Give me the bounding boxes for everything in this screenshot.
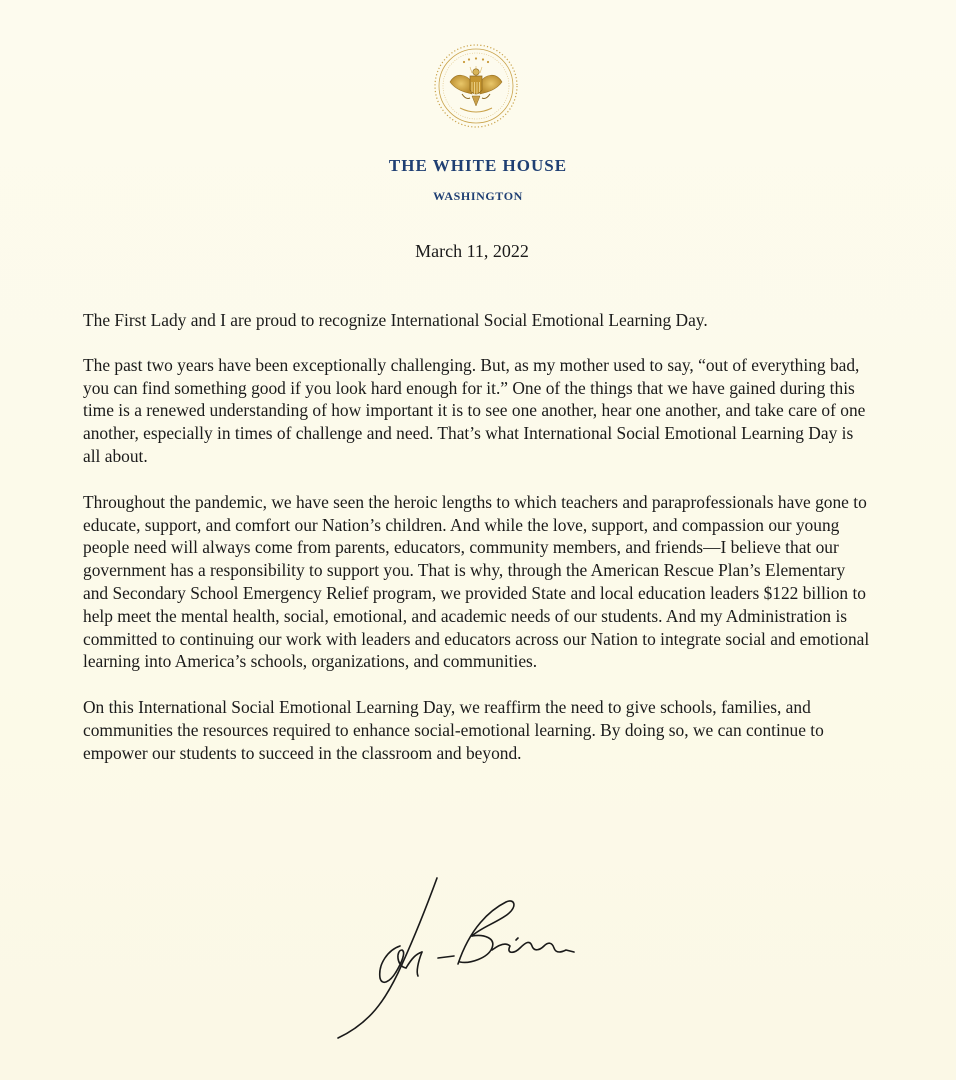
paragraph-2: The past two years have been exceptionally challenging. But, as my mother used to say, “out of everything bad, you can find something good if you look hard enough for it.” One of the things that we have gained during this time is a renewed understanding of how important it is to see one another, hear one another, and take care of one another, especially in times of challenge and need. That’s what International Social Emotional Learning Day is all about. [83,354,866,466]
presidential-seal-icon [432,42,520,130]
paragraph-3: Throughout the pandemic, we have seen the heroic lengths to which teachers and paraprofessionals have gone to educate, support, and comfort our Nation’s children. And while the love, support, and compassion our young people need will always come from parents, educators, community members, and friends—I believe that our government has a responsibility to support you. That is why, through the American Rescue Plan’s Elementary and Secondary School Emergency Relief program, we provided State and local education leaders $122 billion to help meet the mental health, social, emotional, and academic needs of our students. And my Administration is committed to continuing our work with leaders and educators across our Nation to integrate social and emotional learning into America’s schools, organizations, and communities. [83,491,870,672]
letterhead-subtitle: WASHINGTON [433,189,523,203]
letterhead-title: THE WHITE HOUSE [388,156,568,175]
handwritten-signature-icon [330,868,590,1048]
paragraph-1: The First Lady and I are proud to recognize International Social Emotional Learning Day. [83,310,708,330]
paragraph-4: On this International Social Emotional Learning Day, we reaffirm the need to give schools, families, and communities the resources required to enhance social-emotional learning. By doing so, we can continue to empower our students to succeed in the classroom and beyond. [83,697,824,763]
letter-date: March 11, 2022 [415,241,529,261]
letter-body [83,309,873,788]
